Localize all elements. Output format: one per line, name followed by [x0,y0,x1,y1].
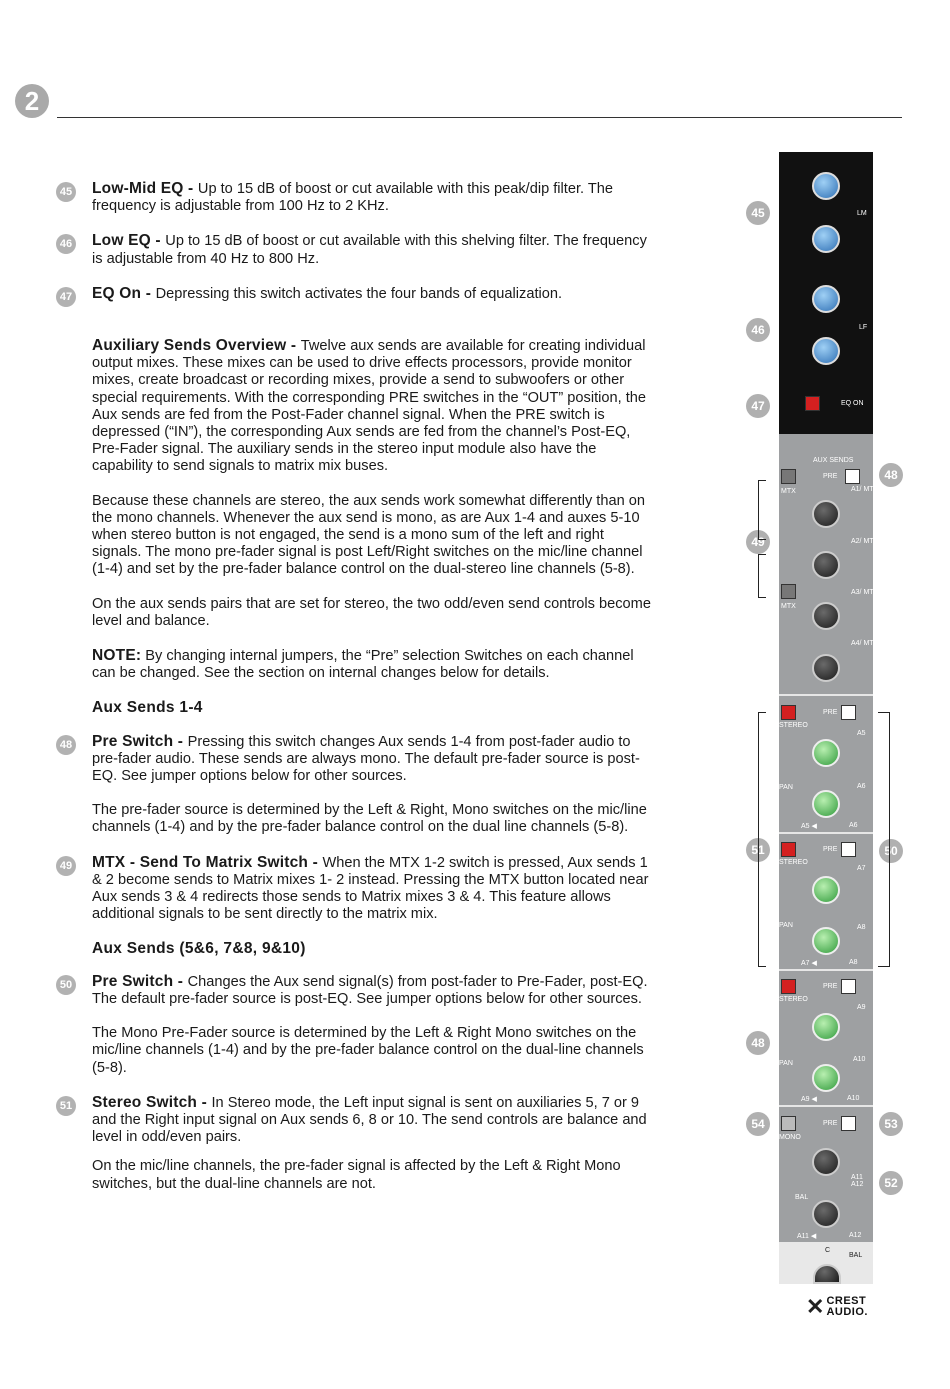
aux-1-knob [812,500,840,528]
strip-separator [779,694,873,696]
aux-overview [56,337,656,476]
logo-text [826,1296,868,1318]
low-gain-knob [812,337,840,365]
main-bal-knob [813,1264,841,1284]
a11-a12-label: A11 A12 [851,1174,864,1188]
callout-number: 47 [56,287,76,307]
aux-5-10-para: The Mono Pre-Fader source is determined by the Left & Right Mono switches on the mic/line channels (1-4) and by the pre-fader balance control on the dual-line channels (5-8). [92,1025,644,1076]
aux-1-4-heading: Aux Sends 1-4 [92,699,203,717]
pre-label: PRE [823,1120,838,1127]
aux-overview-para3: On the aux sends pairs that are set for stereo, the two odd/even send controls become level and balance. [92,595,651,629]
stereo-label: STEREO [779,859,808,866]
a6-bal-label: A6 [849,822,858,829]
stereo-switch-9-10 [781,979,796,994]
a1-label: A1/ MTX1 [851,486,883,493]
entry-body: Up to 15 dB of boost or cut available with this shelving filter. The frequency is adjustable from 40 Hz to 800 Hz. [92,233,647,267]
stereo-label: STEREO [779,722,808,729]
callout-number: 49 [56,856,76,876]
entry-body: Depressing this switch activates the four bands of equalization. [155,285,563,302]
pre-label: PRE [823,473,838,480]
low-mid-freq-knob [812,172,840,200]
entry-body: Changes the Aux send signal(s) from post-fader to Pre-Fader, post-EQ. The default pre-fader source is post-EQ. See jumper options below for other sources. [92,973,648,1007]
entry-term: MTX - Send To Matrix Switch - [92,853,323,871]
stereo-switch-7-8 [781,842,796,857]
low-freq-knob [812,285,840,313]
entry-term: Low EQ - [92,232,166,250]
aux-4-knob [812,654,840,682]
header-rule [57,117,902,118]
a5-label: A5 [857,730,866,737]
eq-on-label: EQ ON [841,400,864,407]
lf-label: LF [859,324,868,331]
entry-body: When the MTX 1-2 switch is pressed, Aux sends 1 & 2 become sends to Matrix mixes 1- 2 instead. Pressing the MTX button located near Aux sends 3 & 4 redirects those sends to Matrix mixes 3 & 4. This feature allows additional signals to be sent directly to the matrix mix. [92,854,649,923]
pre-label: PRE [823,983,838,990]
figure-callout: 51 [746,838,770,862]
pre-switch-11-12 [841,1116,856,1131]
callout-number: 48 [56,735,76,755]
aux-2-knob [812,551,840,579]
bracket-stereo-left [758,712,766,967]
lm-label: LM [857,210,867,217]
aux-3-knob [812,602,840,630]
entry-term: Pre Switch - [92,732,188,750]
mtx-label: MTX [781,488,796,495]
strip-separator [779,969,873,971]
mono-switch [781,1116,796,1131]
entry-46 [56,232,656,267]
a8-label: A8 [857,924,866,931]
entry-term: Pre Switch - [92,972,188,990]
callout-number: 45 [56,182,76,202]
aux-10-knob [812,1064,840,1092]
entry-term: Stereo Switch - [92,1093,212,1111]
pan-label: PAN [779,784,793,791]
entry-45 [56,180,656,215]
strip-separator [779,1105,873,1107]
aux-6-knob [812,790,840,818]
aux-11-12-knob [812,1148,840,1176]
note-paragraph [56,647,656,682]
bal-label: BAL [795,1194,809,1201]
entry-48 [56,733,656,786]
a11-bal-label: A11 ◀ [797,1233,817,1240]
bal-label-2: BAL [849,1252,863,1259]
aux-sends-label: AUX SENDS [813,457,854,464]
pre-label: PRE [823,846,838,853]
pan-label: PAN [779,1060,793,1067]
entry-body: Up to 15 dB of boost or cut available with this peak/dip filter. The frequency is adjustable from 100 Hz to 2 KHz. [92,181,614,215]
stereo-label: STEREO [779,996,808,1003]
body-text-column [56,180,656,1193]
figure-callout: 52 [879,1171,903,1195]
low-mid-gain-knob [812,225,840,253]
channel-strip-figure [779,152,883,1284]
entry-term: EQ On - [92,284,156,302]
a10-label: A10 [853,1056,866,1063]
pre-switch-5-6 [841,705,856,720]
a4-label: A4/ MTX4 [851,640,883,647]
bracket-mtx-1 [758,480,766,540]
entry-51 [56,1094,656,1147]
callout-number: 50 [56,975,76,995]
logo-line-1: CREST [826,1295,867,1307]
figure-callout: 48 [879,463,903,487]
mtx-switch-1 [781,469,796,484]
aux-overview-para2: Because these channels are stereo, the aux sends work somewhat differently than on the mono channels. Whenever the aux send is mono, as are Aux 1-4 and auxes 5-10 when stereo button is not engaged, the send is a mono sum of the left and right signals. The mono pre-fader signal is post Left/Right switches on the mic/line channel (1-4) and set by the pre-fader balance control on the dual-stereo line channels (5-8). [92,492,646,578]
aux-9-knob [812,1013,840,1041]
pre-switch-1-4 [845,469,860,484]
pre-switch-7-8 [841,842,856,857]
pre-switch-9-10 [841,979,856,994]
figure-callout: 50 [879,839,903,863]
aux-1-4-para: The pre-fader source is determined by the Left & Right, Mono switches on the mic/line channels (1-4) and by the pre-fader balance control on the dual line channels (5-8). [92,802,647,836]
strip-separator [779,832,873,834]
a7-bal-label: A7 ◀ [801,960,817,967]
a7-label: A7 [857,865,866,872]
entry-body: In Stereo mode, the Left input signal is sent on auxiliaries 5, 7 or 9 and the Right input signal on Aux sends 6, 8 or 10. The send controls are balance and level in odd/even pairs. [92,1094,647,1146]
aux-5-10-para2: On the mic/line channels, the pre-fader signal is affected by the Left & Right Mono switches, but the dual-line channels are not. [92,1158,621,1192]
figure-callout: 45 [746,201,770,225]
c-label: C [825,1247,831,1254]
a2-label: A2/ MTX2 [851,538,883,545]
eq-on-switch [805,396,820,411]
a9-label: A9 [857,1004,866,1011]
pan-label: PAN [779,922,793,929]
aux-7-knob [812,876,840,904]
bracket-mtx-2 [758,554,766,598]
aux-bal-knob [812,1200,840,1228]
entry-50 [56,973,656,1008]
figure-callout: 48 [746,1031,770,1055]
a12-bal-label: A12 [849,1232,862,1239]
aux-overview-term: Auxiliary Sends Overview - [92,337,301,355]
aux-5-10-heading: Aux Sends (5&6, 7&8, 9&10) [92,939,306,957]
callout-number: 46 [56,234,76,254]
figure-callout: 47 [746,394,770,418]
a6-label: A6 [857,783,866,790]
aux-overview-body: Twelve aux sends are available for creating individual output mixes. These mixes can be used to drive effects processors, provide monitor mixes, create broadcast or recording mixes, provide a send to subwoofers or other special requirements. With the corresponding PRE switches in the “OUT” position, the Aux sends are fed from the Post-Fader channel signal. When the PRE switch is depressed (“IN”), the corresponding Aux sends are fed from the channel’s Post-EQ, Pre-Fader signal. The auxiliary sends in the stereo input module also have the capability to send signals to matrix mix buses. [92,338,646,475]
figure-callout: 49 [746,530,770,554]
aux-8-knob [812,927,840,955]
crest-audio-logo [806,1293,904,1321]
chapter-number-badge: 2 [15,84,49,118]
pre-label: PRE [823,709,838,716]
a10-bal-label: A10 [847,1095,860,1102]
figure-callout: 54 [746,1112,770,1136]
logo-line-2: AUDIO. [826,1306,868,1318]
mtx-label-2: MTX [781,603,796,610]
a9-bal-label: A9 ◀ [801,1096,817,1103]
figure-callout: 46 [746,318,770,342]
mono-label: MONO [779,1134,801,1141]
aux-5-knob [812,739,840,767]
entry-49 [56,854,656,924]
entry-body: Pressing this switch changes Aux sends 1-4 from post-fader audio to pre-fader audio. These sends are always mono. The default pre-fader source is post-EQ. See jumper options below for other sources. [92,733,640,785]
a5-bal-label: A5 ◀ [801,823,817,830]
mtx-switch-2 [781,584,796,599]
note-label: NOTE: [92,647,142,665]
a8-bal-label: A8 [849,959,858,966]
a3-label: A3/ MTX3 [851,589,883,596]
entry-47 [56,285,656,303]
crest-logo-icon: ✕ [806,1294,825,1319]
entry-term: Low-Mid EQ - [92,180,198,197]
bracket-pre-right [878,712,890,967]
note-body: By changing internal jumpers, the “Pre” selection Switches on each channel can be changed. See the section on internal changes below for details. [92,648,634,682]
stereo-switch-5-6 [781,705,796,720]
figure-callout: 53 [879,1112,903,1136]
callout-number: 51 [56,1096,76,1116]
